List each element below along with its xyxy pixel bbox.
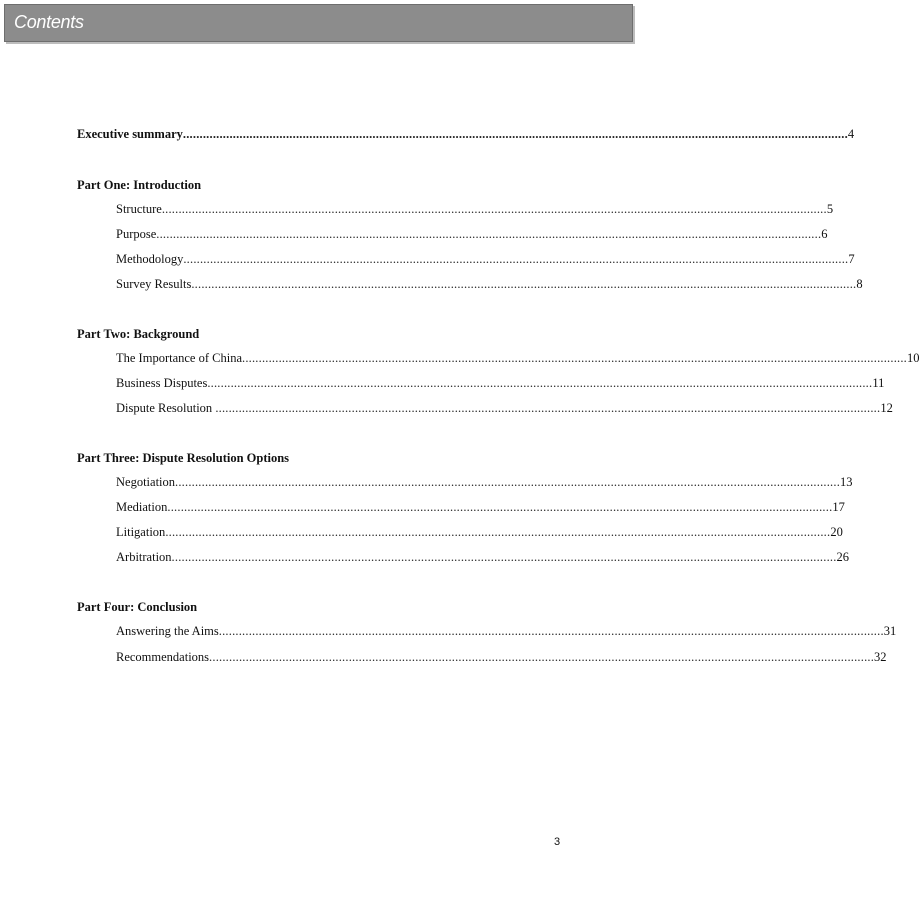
toc-entry-label: Survey Results	[116, 277, 192, 291]
toc-entry-page: 5	[826, 202, 834, 216]
section-heading-part-four: Part Four: Conclusion	[77, 600, 198, 614]
toc-leader-dots: ........................................................................................................................................................................................................	[183, 252, 849, 266]
toc-entry-dispute-resolution[interactable]	[116, 399, 893, 417]
toc-entry-label: Recommendations	[116, 650, 210, 664]
toc-entry-label: Answering the Aims	[116, 624, 219, 638]
toc-leader-dots: ........................................................................................................................................................................................................	[175, 475, 841, 489]
section-heading-part-two: Part Two: Background	[77, 327, 200, 341]
toc-entry-arbitration[interactable]	[116, 548, 850, 566]
toc-entry-page: 4	[847, 127, 855, 141]
contents-title: Contents	[14, 12, 84, 32]
toc-entry-methodology[interactable]	[116, 250, 855, 268]
toc-entry-label: Executive summary	[77, 127, 183, 141]
toc-entry-purpose[interactable]	[116, 225, 828, 243]
toc-entry-label: Purpose	[116, 227, 157, 241]
toc-entry-label: Litigation	[116, 525, 166, 539]
toc-entry-recommendations[interactable]	[116, 648, 887, 666]
toc-entry-page: 20	[830, 525, 843, 539]
toc-entry-label: Methodology	[116, 252, 184, 266]
toc-entry-label: Business Disputes	[116, 376, 208, 390]
toc-entry-page: 26	[836, 550, 850, 564]
toc-entry-page: 8	[856, 277, 863, 291]
toc-entry-mediation[interactable]	[116, 498, 845, 516]
toc-leader-dots: ........................................................................................................................................................................................................	[218, 624, 884, 638]
toc-entry-label: Structure	[116, 202, 162, 216]
toc-entry-page: 10	[907, 351, 920, 365]
toc-leader-dots: ........................................................................................................................................................................................................	[209, 650, 875, 664]
toc-leader-dots: ........................................................................................................................................................................................................	[215, 401, 881, 415]
toc-entry-label: Negotiation	[116, 475, 176, 489]
section-heading-part-one: Part One: Introduction	[77, 178, 202, 192]
toc-leader-dots: ........................................................................................................................................................................................................	[167, 500, 833, 514]
toc-entry-label: Mediation	[116, 500, 168, 514]
toc-entry-litigation[interactable]	[116, 523, 843, 541]
toc-entry-page: 13	[840, 475, 853, 489]
page-number: 3	[554, 836, 561, 848]
toc-entry-page: 32	[874, 650, 887, 664]
toc-entry-page: 11	[872, 376, 885, 390]
toc-entry-negotiation[interactable]	[116, 473, 853, 491]
toc-entry-survey-results[interactable]	[116, 275, 863, 293]
toc-entry-page: 17	[832, 500, 845, 514]
toc-entry-business-disputes[interactable]	[116, 374, 885, 392]
section-heading-part-three: Part Three: Dispute Resolution Options	[77, 451, 290, 465]
toc-leader-dots: ........................................................................................................................................................................................................	[165, 525, 831, 539]
toc-entry-label: Arbitration	[116, 550, 172, 564]
toc-entry-page: 12	[880, 401, 893, 415]
toc-leader-dots: ........................................................................................................................................................................................................	[161, 202, 827, 216]
toc-leader-dots: ........................................................................................................................................................................................................	[156, 227, 822, 241]
toc-entry-page: 6	[821, 227, 828, 241]
toc-leader-dots: ........................................................................................................................................................................................................	[171, 550, 837, 564]
toc-entry-structure[interactable]	[116, 200, 834, 218]
toc-entry-page: 7	[848, 252, 855, 266]
toc-leader-dots: ........................................................................................................................................................................................................	[207, 376, 873, 390]
toc-entry-answering-the-aims[interactable]	[116, 622, 897, 640]
toc-entry-label: Dispute Resolution	[116, 401, 216, 415]
toc-entry-executive-summary[interactable]	[77, 125, 855, 143]
toc-leader-dots: ........................................................................................................................................................................................................	[191, 277, 857, 291]
toc-entry-label: The Importance of China	[116, 351, 242, 365]
toc-leader-dots: ........................................................................................................................................................................................................	[242, 351, 907, 365]
toc-entry-importance-of-china[interactable]	[116, 349, 920, 367]
toc-entry-page: 31	[883, 624, 897, 638]
toc-leader-dots: ........................................................................................................................................................................................................	[182, 127, 848, 141]
